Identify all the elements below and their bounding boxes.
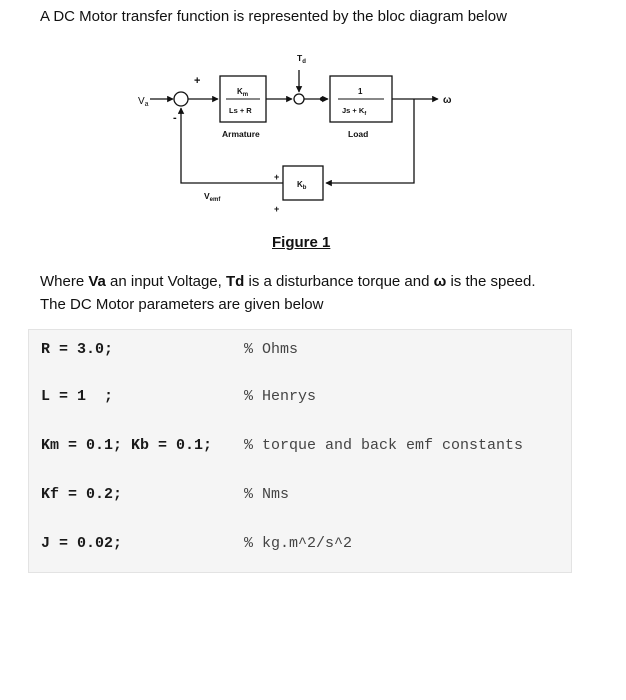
disturbance-junction: [294, 94, 304, 104]
code-line-km-kb: Km = 0.1; Kb = 0.1;: [41, 437, 213, 454]
code-comment-km-kb: % torque and back emf constants: [244, 437, 524, 454]
armature-label: Armature: [222, 129, 260, 139]
description-line-1: Where Va an input Voltage, Td is a disturbance torque and ω is the speed.: [40, 273, 536, 290]
kb-block: [283, 166, 323, 200]
disturbance-label: $T_d$: [297, 53, 306, 65]
kb-plus-left: +: [274, 172, 280, 182]
code-line-kf: Kf = 0.2;: [41, 486, 123, 503]
output-label: ω: [443, 95, 452, 106]
armature-numerator: $K_m$: [237, 87, 249, 98]
code-comment-r: % Ohms: [244, 341, 299, 358]
kb-plus-bottom: +: [274, 204, 280, 214]
code-line-j: J = 0.02;: [41, 535, 123, 552]
sum-plus: +: [194, 75, 201, 87]
block-diagram: [0, 0, 626, 260]
figure-caption: Figure 1: [272, 234, 331, 251]
branch-point: [320, 97, 324, 101]
code-line-l: L = 1 ;: [41, 388, 114, 405]
description-line-2: The DC Motor parameters are given below: [40, 296, 324, 313]
summing-junction: [174, 92, 188, 106]
code-line-r: R = 3.0;: [41, 341, 114, 358]
load-denominator: $Js + K_f$: [342, 106, 367, 117]
code-comment-l: % Henrys: [244, 388, 317, 405]
sum-minus: -: [173, 112, 177, 124]
load-label: Load: [348, 129, 369, 139]
description: [40, 270, 600, 316]
intro-text: A DC Motor transfer function is represented by the bloc diagram below: [40, 8, 507, 25]
input-label: $V_a$: [138, 96, 149, 108]
armature-denominator: Ls + R: [229, 106, 252, 115]
vemf-label: $V_{emf}$: [204, 191, 221, 203]
code-block: [28, 329, 572, 573]
kb-label: $K_b$: [297, 180, 307, 191]
code-comment-j: % kg.m^2/s^2: [244, 535, 353, 552]
code-comment-kf: % Nms: [244, 486, 290, 503]
load-numerator: 1: [358, 87, 363, 96]
